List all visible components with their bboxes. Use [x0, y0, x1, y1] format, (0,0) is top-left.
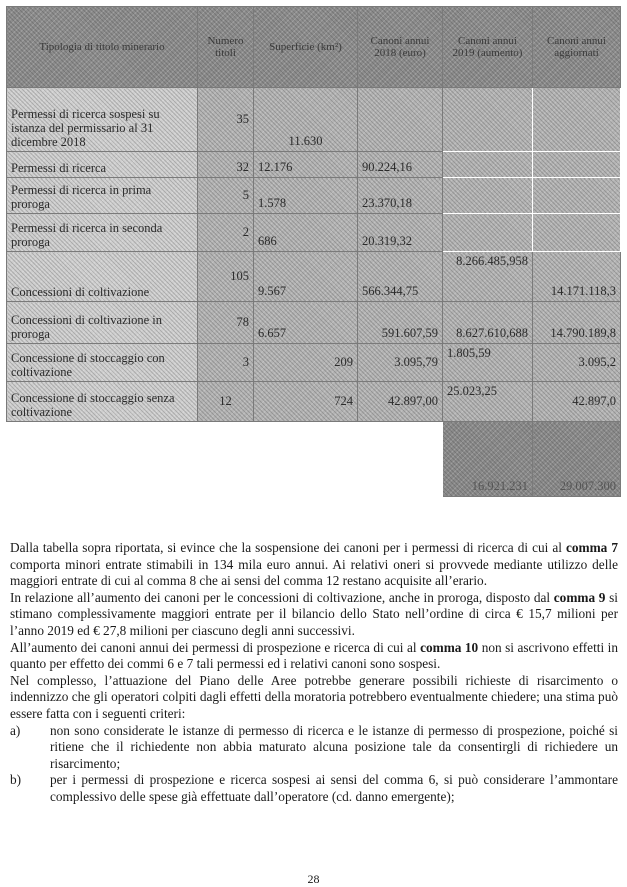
row-area: 11.630 — [254, 88, 358, 152]
table-row — [7, 152, 621, 178]
row-label: Concessione di stoccaggio con coltivazione — [7, 344, 198, 382]
table-row — [7, 252, 621, 302]
body-text — [10, 540, 618, 806]
table-row — [7, 302, 621, 344]
total-fee: 29.007.300 — [533, 422, 621, 497]
row-total: 14.171.118,3 — [533, 252, 621, 302]
page-number: 28 — [307, 872, 320, 886]
row-total: 14.790.189,8 — [533, 302, 621, 344]
table-header-row — [7, 7, 621, 88]
row-label: Concessione di stoccaggio senza coltivazione — [7, 382, 198, 422]
row-total — [533, 178, 621, 214]
row-new-fee — [443, 88, 533, 152]
paragraph-3: All’aumento dei canoni annui dei permessi di prospezione e ricerca di cui al comma 10 non si ascrivono effetti in quanto per effetto dei commi 6 e 7 tali permessi ed i relativi canoni sono sospesi. — [10, 639, 618, 672]
table-row — [7, 178, 621, 214]
list-text: per i permessi di prospezione e ricerca sospesi ai sensi del comma 6, si può considerare l’ammontare complessivo delle spese già effettuate dall’operatore (cd. danno emergente); — [50, 772, 618, 804]
row-fee — [358, 88, 443, 152]
row-total: 42.897,0 — [533, 382, 621, 422]
row-area: 6.657 — [254, 302, 358, 344]
row-new-fee: 8.627.610,688 — [443, 302, 533, 344]
row-total: 3.095,2 — [533, 344, 621, 382]
row-fee: 42.897,00 — [358, 382, 443, 422]
row-area: 1.578 — [254, 178, 358, 214]
row-area: 12.176 — [254, 152, 358, 178]
header-cell-type: Tipologia di titolo minerario — [7, 7, 198, 88]
row-fee: 23.370,18 — [358, 178, 443, 214]
table-row — [7, 344, 621, 382]
mining-titles-table — [6, 6, 621, 497]
row-new-fee: 25.023,25 — [443, 382, 533, 422]
row-fee: 90.224,16 — [358, 152, 443, 178]
row-label: Permessi di ricerca sospesi su istanza del permissario al 31 dicembre 2018 — [7, 88, 198, 152]
header-cell-total: Canoni annui aggiornati — [533, 7, 621, 88]
row-fee: 566.344,75 — [358, 252, 443, 302]
paragraph-1: Dalla tabella sopra riportata, si evince che la sospensione dei canoni per i permessi di ricerca di cui al comma 7 comporta minori entrate stimabili in 134 mila euro annui. Ai relativi oneri si provvede mediante utilizzo delle maggiori entrate di cui al comma 8 che ai sensi del comma 12 restano acquisite all’erario. — [10, 540, 619, 589]
list-text: non sono considerate le istanze di permesso di ricerca e le istanze di permesso di prospezione, poiché si ritiene che il richiedente non abbia maturato alcuna posizione tale da consentirgli di richiedere un risarcimento; — [50, 722, 618, 771]
row-fee: 591.607,59 — [358, 302, 443, 344]
list-item — [10, 723, 618, 773]
list-item — [10, 772, 618, 805]
row-label: Permessi di ricerca — [7, 152, 198, 178]
header-cell-new-fee: Canoni annui 2019 (aumento) — [443, 7, 533, 88]
row-area: 9.567 — [254, 252, 358, 302]
row-total — [533, 88, 621, 152]
row-new-fee — [443, 178, 533, 214]
table-totals-row — [7, 422, 621, 497]
row-new-fee — [443, 152, 533, 178]
row-count: 78 — [198, 302, 254, 344]
row-new-fee — [443, 214, 533, 252]
row-label: Concessioni di coltivazione — [7, 252, 198, 302]
total-new-fee: 16.921.231 — [443, 422, 533, 497]
row-area: 724 — [254, 382, 358, 422]
table-row — [7, 88, 621, 152]
row-area: 686 — [254, 214, 358, 252]
row-fee: 3.095,79 — [358, 344, 443, 382]
paragraph-4: Nel complesso, l’attuazione del Piano delle Aree potrebbe generare possibili richieste di risarcimento o indennizzo che gli operatori colpiti dagli effetti della moratoria potrebbero eventualmente chiedere; una stima può essere fatta con i seguenti criteri: — [10, 672, 618, 721]
row-new-fee: 1.805,59 — [443, 344, 533, 382]
paragraph-2: In relazione all’aumento dei canoni per le concessioni di coltivazione, anche in proroga, disposto dal comma 9 si stimano complessivamente maggiori entrate per il bilancio dello Stato nell’ordine di circa € 15,7 milioni per l’anno 2019 ed € 27,8 milioni per ciascuno degli anni successivi. — [10, 589, 618, 638]
row-label: Permessi di ricerca in seconda proroga — [7, 214, 198, 252]
row-label: Concessioni di coltivazione in proroga — [7, 302, 198, 344]
row-area: 209 — [254, 344, 358, 382]
list-marker: a) — [10, 722, 21, 738]
row-count: 3 — [198, 344, 254, 382]
row-label: Permessi di ricerca in prima proroga — [7, 178, 198, 214]
row-total — [533, 152, 621, 178]
row-count: 35 — [198, 88, 254, 152]
header-cell-area: Superficie (km²) — [254, 7, 358, 88]
row-total — [533, 214, 621, 252]
row-count: 105 — [198, 252, 254, 302]
row-count: 12 — [198, 382, 254, 422]
row-count: 5 — [198, 178, 254, 214]
row-new-fee: 8.266.485,958 — [443, 252, 533, 302]
row-count: 2 — [198, 214, 254, 252]
table-row — [7, 382, 621, 422]
table-row — [7, 214, 621, 252]
header-cell-fee: Canoni annui 2018 (euro) — [358, 7, 443, 88]
row-count: 32 — [198, 152, 254, 178]
header-cell-count: Numero titoli — [198, 7, 254, 88]
row-fee: 20.319,32 — [358, 214, 443, 252]
list-marker: b) — [10, 772, 22, 788]
